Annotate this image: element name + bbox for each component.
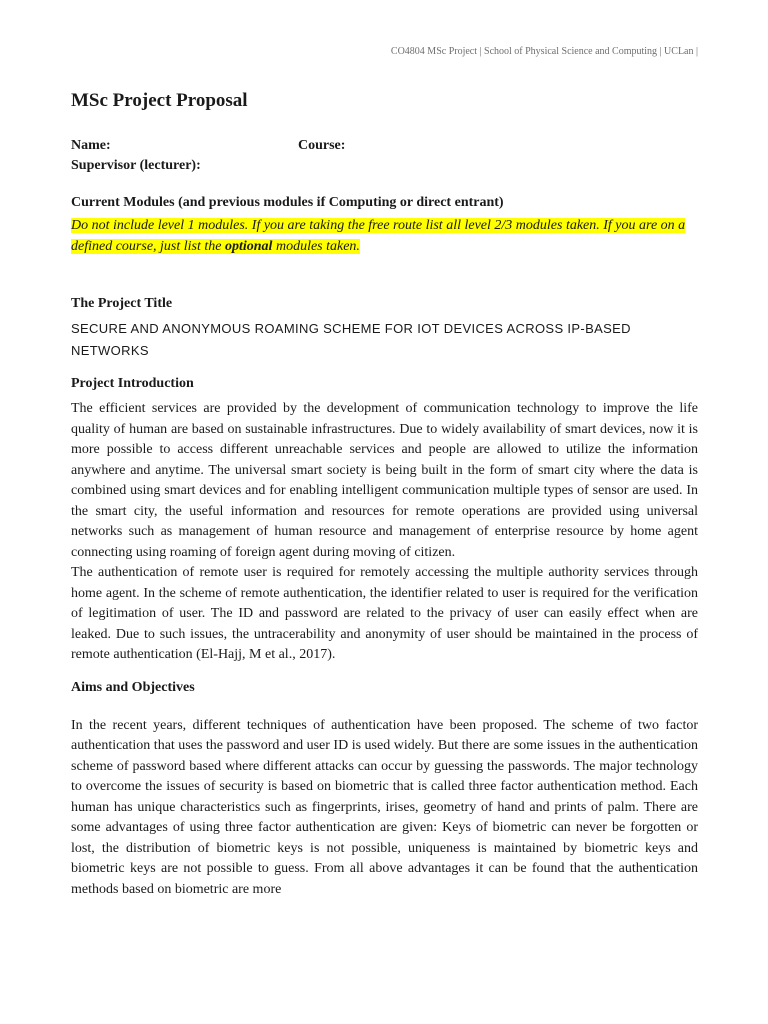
introduction-paragraph: The efficient services are provided by the development of communication technology to improve the life quality of human are based on sustainable infrastructures. Due to widely availability of smart devices, now it is more possible to access different unreachable services and people are allowed to utilize the information anywhere and anytime. The universal smart society is being built in the form of smart city where the data is combined using smart devices and for enabling intelligent communication multiple types of sensor are used. In the smart city, the useful information and resources for remote operations are provided using universal networks such as management of human resource and management of enterprise resource by home agent connecting using roaming of foreign agent during moving of citizen. — [71, 401, 698, 560]
project-title-heading: The Project Title — [71, 296, 173, 311]
modules-heading: Current Modules (and previous modules if Computing or direct entrant) — [71, 195, 504, 210]
project-title: SECURE AND ANONYMOUS ROAMING SCHEME FOR IOT DEVICES ACROSS IP-BASED NETWORKS — [71, 321, 631, 358]
modules-instruction-note — [71, 215, 698, 257]
aims-paragraph: In the recent years, different techniques of authentication have been proposed. The scheme of two factor authentication that uses the password and user ID is used widely. But there are some issues in the authentication scheme of password based where different attacks can occur by guessing the passwords. The major technology to overcome the issues of security is based on biometric that is called three factor authentication method. Each human has unique characteristics such as fingerprints, irises, geometry of hand and prints of palm. There are some advantages of using three factor authentication are given: Keys of biometric can never be forgotten or lost, the distribution of biometric keys is not possible, uniqueness is maintained by biometric keys and biometric keys are not possible to guess. From all above advantages it can be found that the authentication methods based on biometric are more — [71, 717, 698, 897]
running-header: CO4804 MSc Project | School of Physical Science and Computing | UCLan | — [390, 46, 698, 57]
supervisor-row — [71, 156, 698, 176]
document-title: MSc Project Proposal — [71, 90, 248, 111]
student-fields — [71, 136, 698, 176]
note-emphasis: optional — [224, 239, 273, 254]
aims-heading: Aims and Objectives — [71, 679, 195, 695]
course-label: Course: — [298, 138, 346, 153]
supervisor-label: Supervisor (lecturer): — [71, 158, 201, 173]
note-text-part1: Do not include level 1 modules. If you are taking the free route list all level 2/3 modules taken. If you are on a defined course, just list the — [71, 218, 686, 254]
introduction-heading: Project Introduction — [71, 376, 194, 391]
note-text-part2: modules taken. — [272, 239, 360, 254]
name-label: Name: — [71, 138, 111, 153]
name-course-row — [71, 136, 698, 156]
document-body — [71, 88, 698, 900]
introduction-paragraph: The authentication of remote user is required for remotely accessing the multiple authority services through home agent. In the scheme of remote authentication, the identifier related to user is required for the verification of legitimation of user. The ID and password are related to the privacy of user can easily effect when are leaked. Due to such issues, the untracerability and anonymity of user should be maintained in the process of remote authentication (El-Hajj, M et al., 2017). — [71, 565, 698, 662]
